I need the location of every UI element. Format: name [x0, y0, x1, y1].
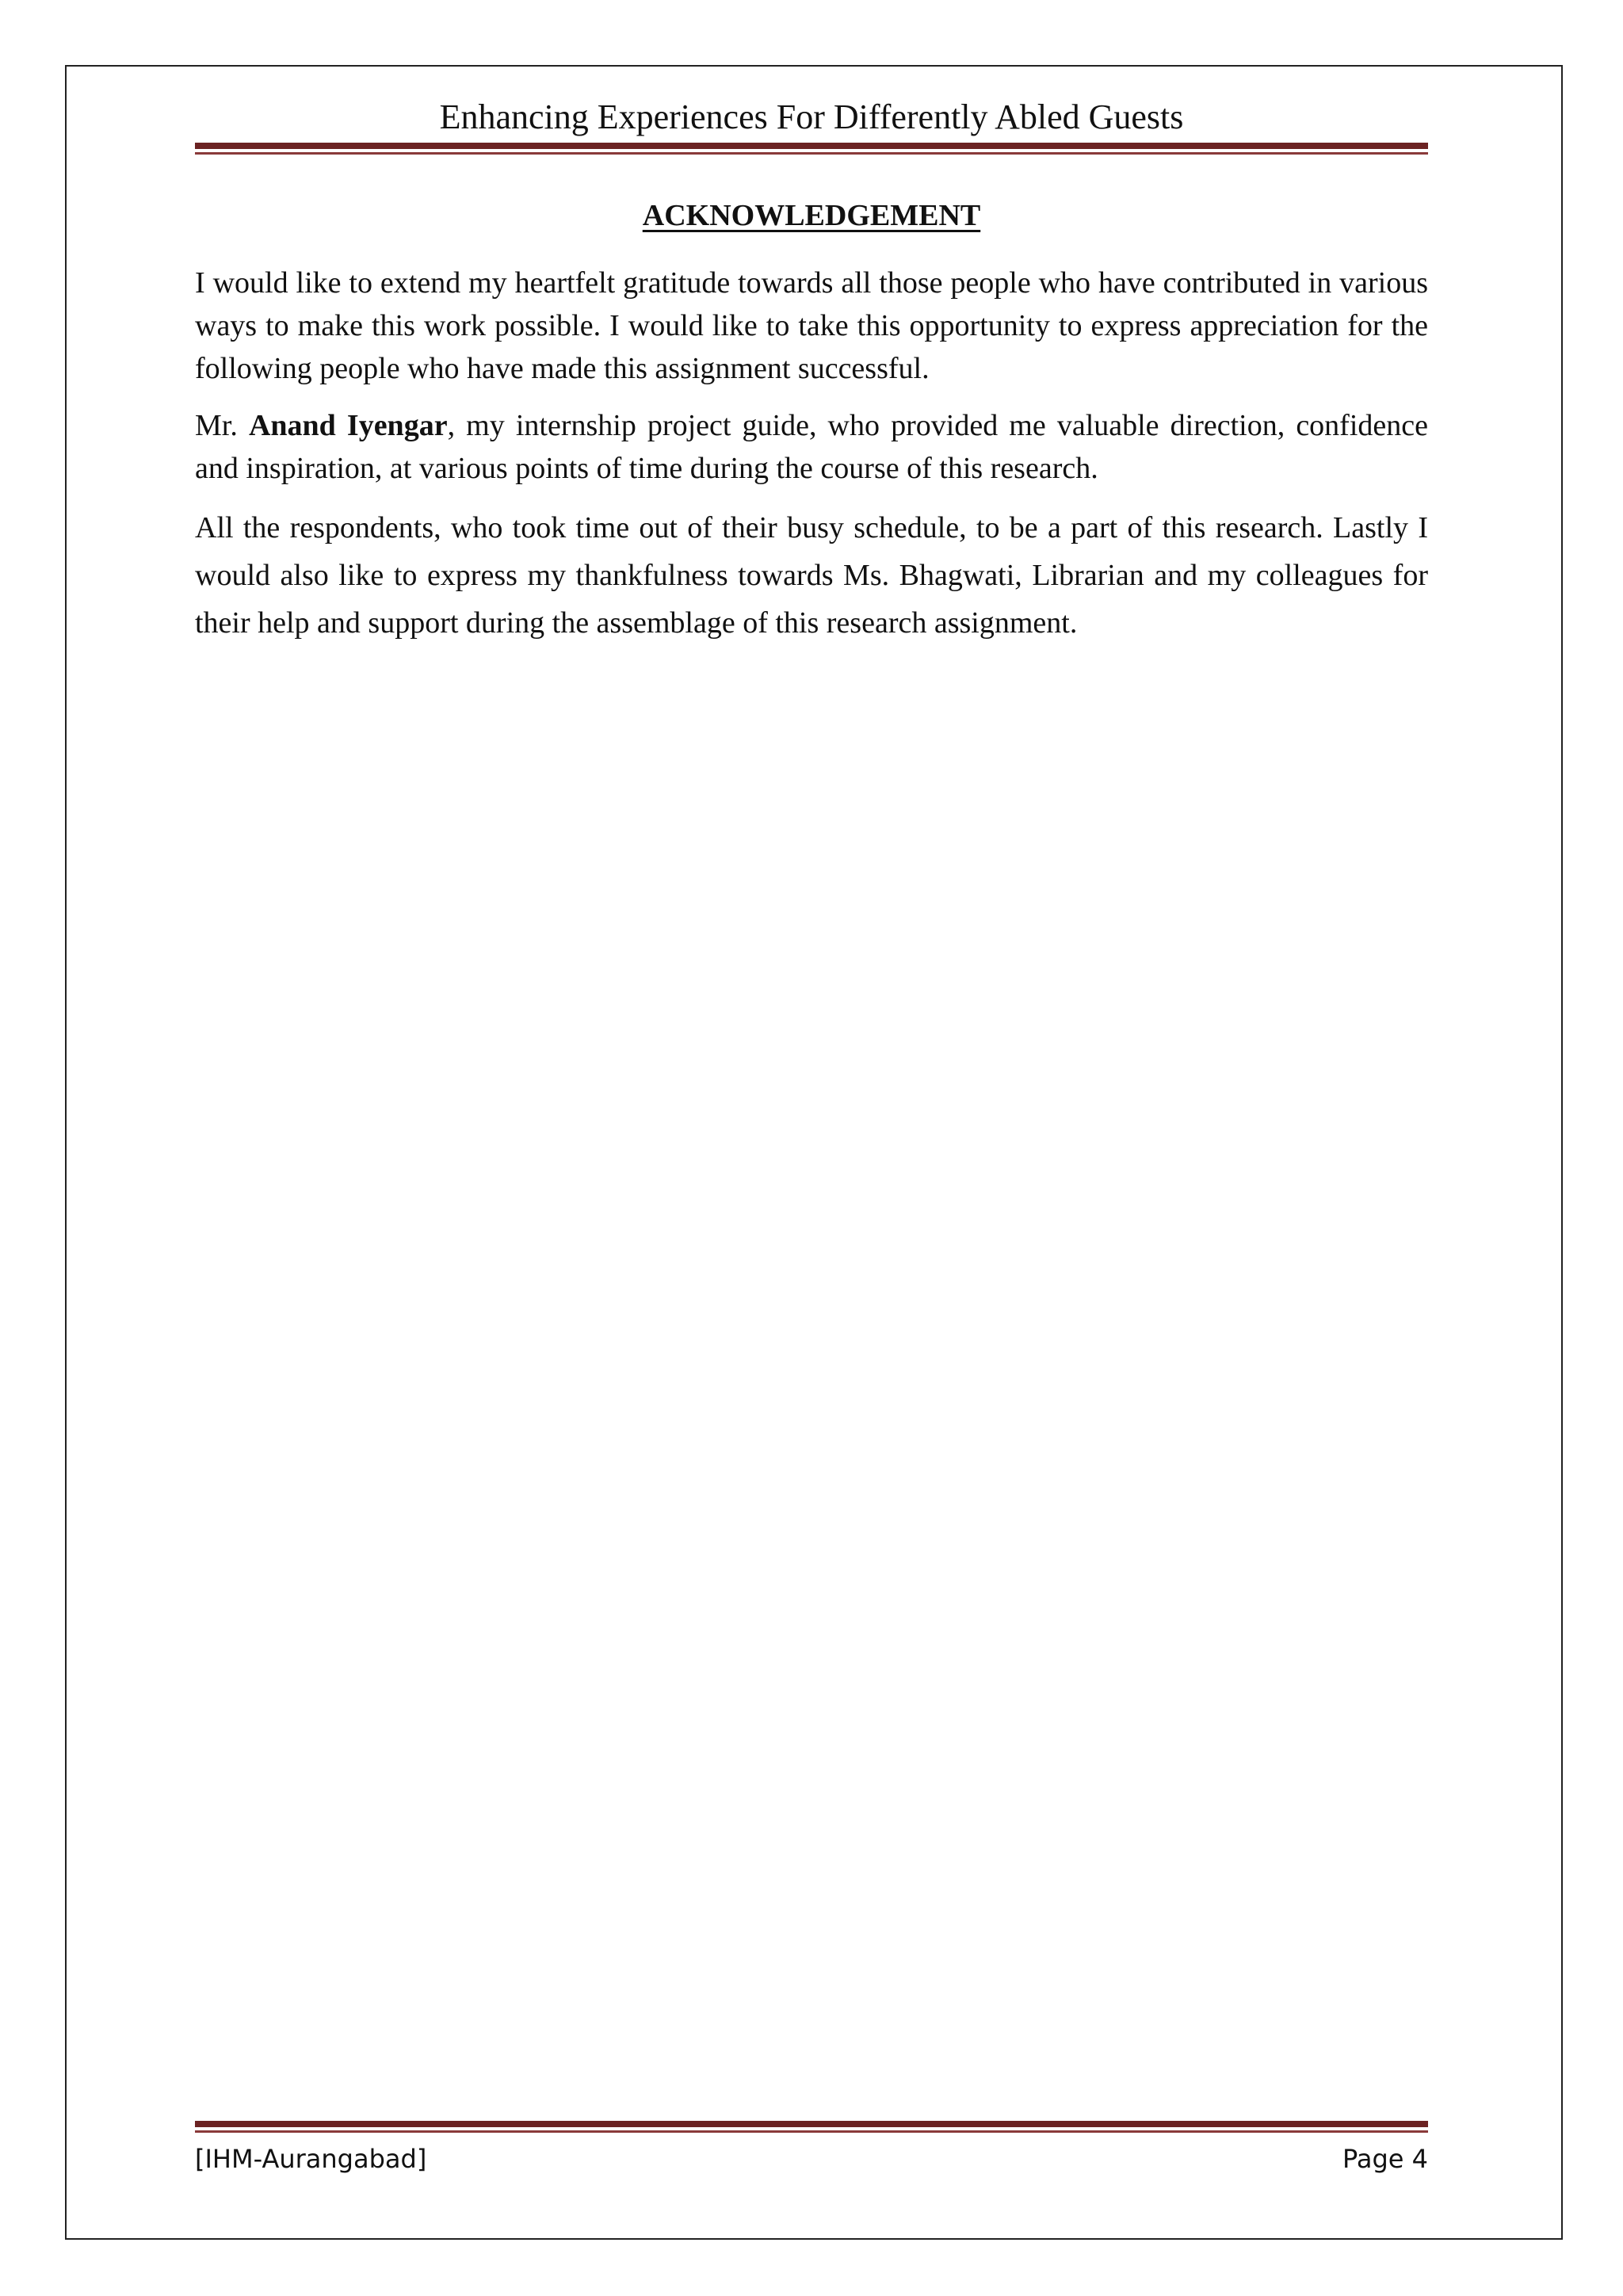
section-heading: ACKNOWLEDGEMENT — [642, 199, 981, 232]
footer-institution: [IHM-Aurangabad] — [195, 2144, 427, 2174]
footer-rule — [195, 2121, 1428, 2133]
footer-rule-thick — [195, 2121, 1428, 2127]
running-header-title: Enhancing Experiences For Differently Abled Guests — [439, 97, 1184, 136]
footer-rule-thin — [195, 2130, 1428, 2133]
paragraph-guide — [195, 404, 1428, 490]
guide-prefix: Mr. — [195, 409, 249, 442]
body-text — [195, 262, 1428, 661]
header-rule — [195, 143, 1428, 155]
guide-name: Anand Iyengar — [248, 409, 448, 442]
header-rule-thick — [195, 143, 1428, 149]
footer-page-number: Page 4 — [1342, 2144, 1428, 2174]
guide-description: , my internship project guide, who provided me valuable direction, confidence and inspiration, at various points of time during the course of this research. — [195, 409, 1428, 485]
paragraph-gratitude: I would like to extend my heartfelt gratitude towards all those people who have contributed in various ways to make this work possible. I would like to take this opportunity to express appreciation for the following people who have made this assignment successful. — [195, 266, 1428, 385]
paragraph-respondents: All the respondents, who took time out of their busy schedule, to be a part of this research. Lastly I would also like to express my thankfulness towards Ms. Bhagwati, Librarian and my colleagues for their help and support during the assemblage of this research assignment. — [195, 511, 1428, 640]
page-footer — [195, 2141, 1428, 2176]
header-rule-thin — [195, 152, 1428, 155]
